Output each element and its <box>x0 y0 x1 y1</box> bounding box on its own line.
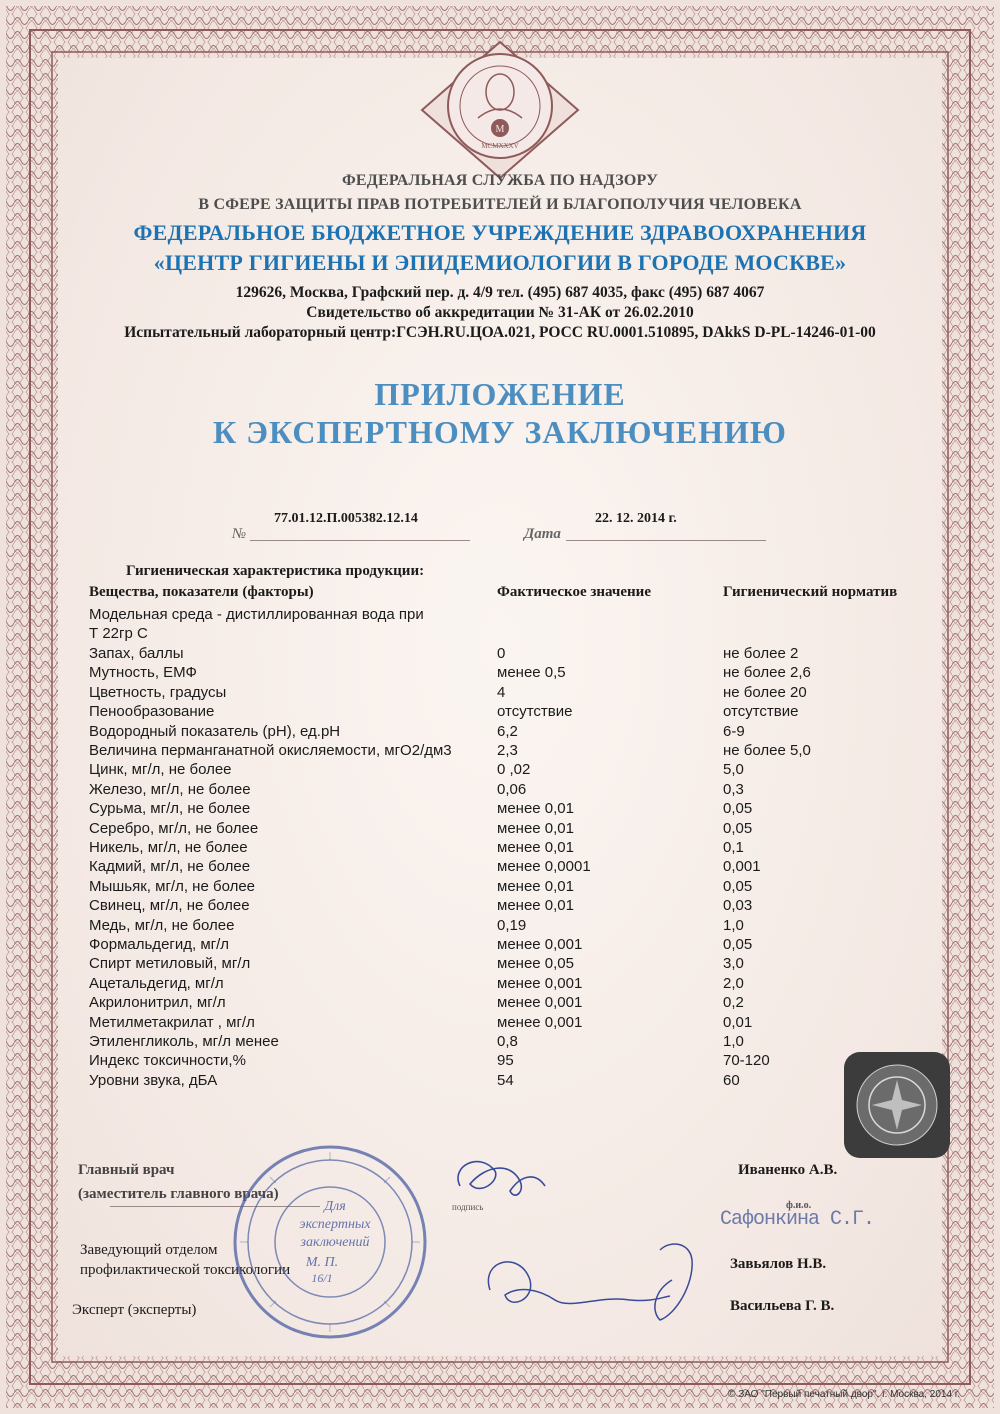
chief-doctor-title: Главный врач <box>78 1162 175 1178</box>
norm-cell: 1,0 <box>723 1033 744 1050</box>
substance-cell: Медь, мг/л, не более <box>89 916 235 934</box>
table-row <box>0 781 1000 800</box>
norm-cell: 0,01 <box>723 1013 753 1031</box>
table-row <box>0 955 1000 974</box>
norm-cell: 70-120 <box>723 1052 770 1070</box>
stamp-text-1: Для <box>324 1199 346 1214</box>
column-header-substance: Вещества, показатели (факторы) <box>89 584 314 600</box>
svg-text:M: M <box>495 124 505 135</box>
header-org-line1: ФЕДЕРАЛЬНОЕ БЮДЖЕТНОЕ УЧРЕЖДЕНИЕ ЗДРАВООХРАНЕНИЯ <box>133 220 867 245</box>
substance-cell: Цинк, мг/л, не более <box>89 761 232 779</box>
institution-emblem <box>420 40 580 180</box>
actual-value-cell: менее 0,01 <box>497 877 574 895</box>
column-header-actual: Фактическое значение <box>497 584 651 600</box>
substance-cell: Железо, мг/л, не более <box>89 780 251 798</box>
substance-cell: Никель, мг/л, не более <box>89 839 248 856</box>
actual-value-cell: отсутствие <box>497 703 573 721</box>
stamp-text-2: экспертных <box>299 1217 371 1232</box>
substance-cell: Спирт метиловый, мг/л <box>89 955 251 973</box>
table-row <box>0 936 1000 955</box>
norm-cell: 2,0 <box>723 974 744 992</box>
substance-cell: Запах, баллы <box>89 645 184 662</box>
document-number-label: № <box>232 526 247 542</box>
deputy-title: (заместитель главного врача) <box>78 1186 279 1202</box>
norm-cell: 0,05 <box>723 877 753 895</box>
table-row <box>0 820 1000 839</box>
header-agency-line1: ФЕДЕРАЛЬНАЯ СЛУЖБА ПО НАДЗОРУ <box>341 172 659 189</box>
norm-cell: 5,0 <box>723 761 744 779</box>
document-date: 22. 12. 2014 г. <box>595 511 677 526</box>
substance-cell: Акрилонитрил, мг/л <box>89 994 226 1012</box>
table-row <box>0 645 1000 664</box>
actual-value-cell: менее 0,01 <box>497 819 574 837</box>
table-row <box>0 897 1000 916</box>
norm-cell: 0,1 <box>723 839 744 856</box>
date-underline <box>566 540 766 541</box>
table-row <box>0 664 1000 683</box>
document-number: 77.01.12.П.005382.12.14 <box>274 511 418 526</box>
expert-name: Васильева Г. В. <box>730 1298 835 1314</box>
hologram-sticker <box>842 1050 952 1160</box>
substance-cell: Уровни звука, дБА <box>89 1071 218 1089</box>
name-stamp: Сафонкина С.Г. <box>720 1208 875 1231</box>
table-row <box>0 761 1000 780</box>
document-title-line1: ПРИЛОЖЕНИЕ <box>374 376 626 412</box>
header-agency-line2: В СФЕРЕ ЗАЩИТЫ ПРАВ ПОТРЕБИТЕЛЕЙ И БЛАГОПОЛУЧИЯ ЧЕЛОВЕКА <box>198 196 802 213</box>
head-of-department-name: Завьялов Н.В. <box>730 1256 827 1272</box>
substance-cell: Сурьма, мг/л, не более <box>89 800 251 818</box>
actual-value-cell: 0 ,02 <box>497 761 531 779</box>
header-accreditation: Свидетельство об аккредитации № 31-АК от 26.02.2010 <box>306 304 694 321</box>
substance-cell: Пенообразование <box>89 703 215 721</box>
actual-value-cell: менее 0,001 <box>497 1013 583 1031</box>
norm-cell: не более 2,6 <box>723 664 811 682</box>
header-lab-center: Испытательный лабораторный центр:ГСЭН.RU.ЦОА.021, РОСС RU.0001.510895, DAkkS D-PL-14246-01-00 <box>124 324 876 341</box>
norm-cell: 0,03 <box>723 897 753 915</box>
head-of-department-title: Заведующий отделом <box>80 1242 218 1258</box>
norm-cell: не более 5,0 <box>723 742 811 759</box>
substance-cell: Кадмий, мг/л, не более <box>89 858 251 876</box>
fio-caption: ф.и.о. <box>786 1200 812 1211</box>
substance-cell: Цветность, градусы <box>89 683 227 701</box>
column-header-norm: Гигиенический норматив <box>723 584 898 600</box>
actual-value-cell: 0,8 <box>497 1033 518 1050</box>
substance-cell: Серебро, мг/л, не более <box>89 819 259 837</box>
substance-cell: Свинец, мг/л, не более <box>89 897 250 915</box>
norm-cell: 3,0 <box>723 955 744 973</box>
table-row <box>0 994 1000 1013</box>
substance-cell: Мышьяк, мг/л, не более <box>89 877 256 895</box>
actual-value-cell: менее 0,01 <box>497 800 574 818</box>
actual-value-cell: 2,3 <box>497 742 518 759</box>
substance-cell: Формальдегид, мг/л <box>89 936 230 953</box>
norm-cell: не более 20 <box>723 683 807 701</box>
substance-cell: Метилметакрилат , мг/л <box>89 1013 255 1031</box>
emblem-year: MCMXXXV <box>481 142 519 150</box>
norm-cell: 0,05 <box>723 800 753 818</box>
actual-value-cell: 0 <box>497 645 506 662</box>
document-date-label: Дата <box>524 526 561 542</box>
actual-value-cell: менее 0,001 <box>497 994 583 1012</box>
table-row <box>0 684 1000 703</box>
substance-cell: Мутность, ЕМФ <box>89 664 197 682</box>
table-row <box>0 917 1000 936</box>
actual-value-cell: менее 0,5 <box>497 664 566 682</box>
chief-signature <box>440 1146 560 1216</box>
table-row <box>0 723 1000 742</box>
norm-cell: 0,05 <box>723 936 753 953</box>
medium-line1: Модельная среда - дистиллированная вода при <box>89 606 424 623</box>
norm-cell: 60 <box>723 1071 740 1089</box>
actual-value-cell: 54 <box>497 1071 514 1089</box>
stamp-text-5: 16/1 <box>311 1271 333 1285</box>
department-name: профилактической токсикологии <box>80 1262 291 1278</box>
table-row <box>0 800 1000 819</box>
actual-value-cell: менее 0,05 <box>497 955 574 973</box>
substance-cell: Водородный показатель (рН), ед.рН <box>89 722 341 740</box>
actual-value-cell: менее 0,01 <box>497 839 574 856</box>
chief-doctor-name: Иваненко А.В. <box>738 1162 838 1178</box>
table-row <box>0 975 1000 994</box>
actual-value-cell: 4 <box>497 683 506 701</box>
actual-value-cell: менее 0,001 <box>497 974 583 992</box>
actual-value-cell: 6,2 <box>497 722 518 740</box>
norm-cell: 0,05 <box>723 819 753 837</box>
header-org-line2: «ЦЕНТР ГИГИЕНЫ И ЭПИДЕМИОЛОГИИ В ГОРОДЕ МОСКВЕ» <box>153 250 847 275</box>
signature-caption: подпись <box>452 1202 484 1212</box>
printer-copyright: © ЗАО "Первый печатный двор", г. Москва, 2014 г. <box>728 1389 960 1400</box>
expert-title: Эксперт (эксперты) <box>72 1302 197 1318</box>
table-row <box>0 839 1000 858</box>
substance-cell: Индекс токсичности,% <box>89 1052 246 1070</box>
actual-value-cell: 0,06 <box>497 780 527 798</box>
document-title-line2: К ЭКСПЕРТНОМУ ЗАКЛЮЧЕНИЮ <box>213 414 787 450</box>
actual-value-cell: менее 0,0001 <box>497 858 591 876</box>
number-underline <box>250 540 470 541</box>
actual-value-cell: 0,19 <box>497 916 527 934</box>
norm-cell: не более 2 <box>723 645 799 662</box>
stamp-text-3: заключений <box>300 1235 370 1250</box>
norm-cell: 0,001 <box>723 858 761 876</box>
table-row <box>0 742 1000 761</box>
stamp-text-4: М. П. <box>305 1255 339 1270</box>
expert-signatures <box>460 1230 720 1330</box>
norm-cell: 0,3 <box>723 780 744 798</box>
header-address: 129626, Москва, Графский пер. д. 4/9 тел. (495) 687 4035, факс (495) 687 4067 <box>235 284 765 301</box>
norm-cell: 0,2 <box>723 994 744 1012</box>
round-seal-stamp <box>230 1142 430 1342</box>
table-row <box>0 878 1000 897</box>
substance-cell: Величина перманганатной окисляемости, мгО2/дм3 <box>89 742 452 759</box>
substance-cell: Ацетальдегид, мг/л <box>89 974 224 992</box>
medium-line2: Т 22гр С <box>89 625 148 642</box>
substance-cell: Этиленгликоль, мг/л менее <box>89 1033 279 1050</box>
section-title: Гигиеническая характеристика продукции: <box>126 563 425 579</box>
norm-cell: 6-9 <box>723 722 745 740</box>
actual-value-cell: менее 0,001 <box>497 936 583 953</box>
actual-value-cell: менее 0,01 <box>497 897 574 915</box>
actual-value-cell: 95 <box>497 1052 514 1070</box>
table-row <box>0 858 1000 877</box>
norm-cell: 1,0 <box>723 916 744 934</box>
table-row <box>0 1014 1000 1033</box>
norm-cell: отсутствие <box>723 703 799 721</box>
table-row <box>0 703 1000 722</box>
